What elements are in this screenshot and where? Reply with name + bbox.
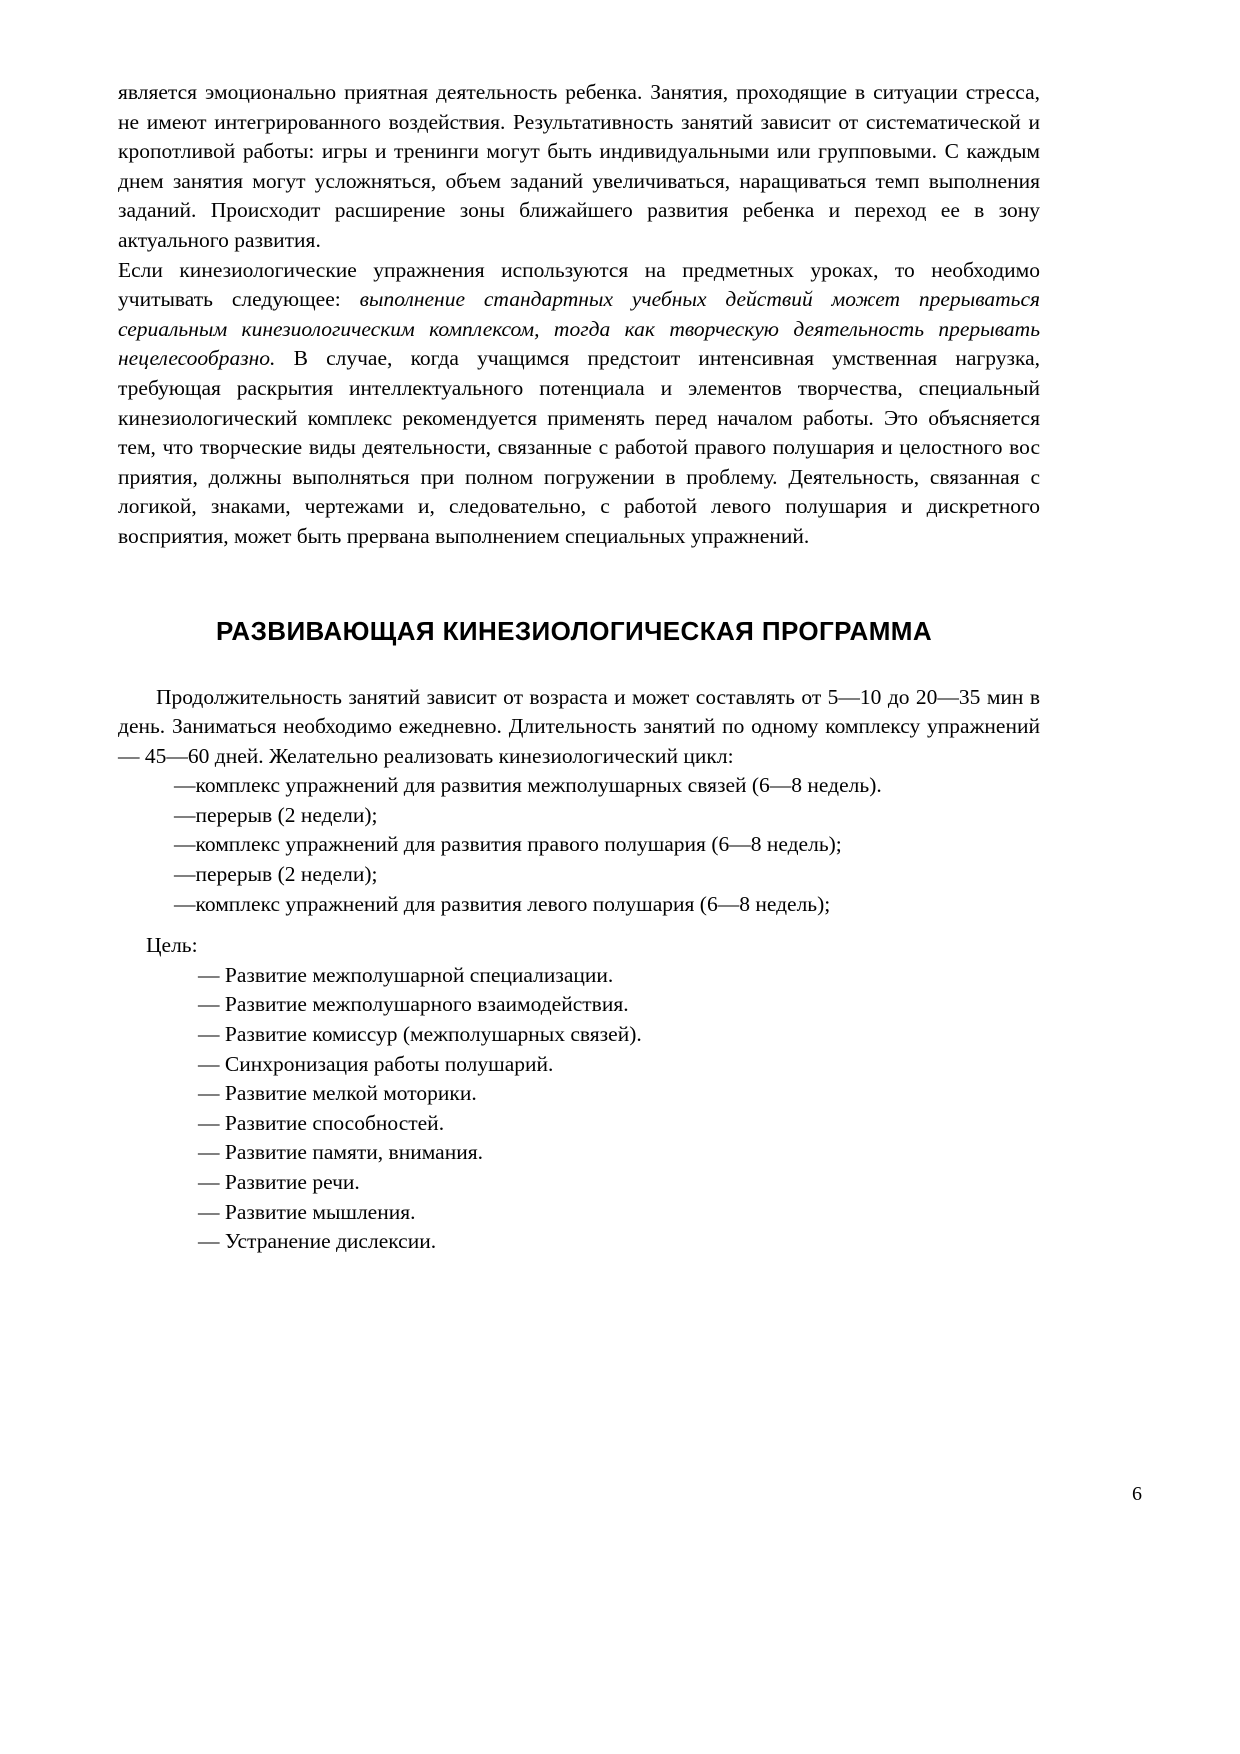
list-item: —комплекс упражнений для развития левого полушария (6—8 недель); [174, 891, 831, 916]
goal-label: Цель: [146, 933, 198, 958]
list-item: — Развитие памяти, внимания. [198, 1140, 483, 1165]
list-item: —комплекс упражнений для развития межполушарных связей (6—8 недель). [174, 773, 882, 798]
goals-list [118, 961, 1040, 1257]
page-number: 6 [1132, 1483, 1142, 1505]
cycle-list [118, 771, 1040, 919]
list-item: — Синхронизация работы полушарий. [198, 1051, 554, 1076]
list-item: — Развитие межполушарного взаимодействия. [198, 992, 629, 1017]
list-item: — Развитие мышления. [198, 1199, 416, 1224]
paragraph-lessons-emphasis: выполнение стандартных учебных действий может прерываться сериальным кинезиологическим комплексом, тогда как творческую деятельность прерывать нецелесообразно. [118, 287, 1040, 371]
list-item: — Развитие мелкой моторики. [198, 1081, 477, 1106]
list-item: —перерыв (2 недели); [174, 862, 378, 887]
list-item: —перерыв (2 недели); [174, 802, 378, 827]
list-item: — Устранение дислексии. [198, 1229, 437, 1254]
page-title: РАЗВИВАЮЩАЯ КИНЕЗИОЛОГИЧЕСКАЯ ПРОГРАММА [215, 615, 933, 646]
paragraph-lessons [118, 256, 1040, 552]
goal-top-spacer [118, 919, 1040, 931]
list-item: — Развитие комиссур (межполушарных связей). [198, 1022, 642, 1047]
heading-bottom-spacer [118, 647, 1040, 683]
list-item: —комплекс упражнений для развития правого полушария (6—8 недель); [174, 832, 842, 857]
list-item: — Развитие способностей. [198, 1110, 445, 1135]
list-item: — Развитие межполушарной специализации. [198, 962, 614, 987]
paragraph-lessons-lead: Если кинезиологические упражнения используются на предметных уроках, то необходимо учитывать следующее: [118, 257, 1040, 312]
heading-top-spacer [118, 552, 1040, 616]
page-content [118, 78, 1040, 1257]
paragraph-program-intro: Продолжительность занятий зависит от возраста и может составлять от 5—10 до 20—35 мин в день. Заниматься необходимо ежедневно. Длительность занятий по одному комплексу упражнений — 45—60 дней. Желательно реализовать кинезиологический цикл: [118, 684, 1040, 768]
paragraph-lessons-tail: В случае, когда учащимся предстоит интенсивная умственная нагрузка, требующая раскрытия интеллектуального потенциала и элементов творчества, специальный кинезиологический комплекс рекомендуется применять перед началом работы. Это объясняется тем, что творческие виды деятельности, связанные с работой правого полушария и целостного вос приятия, должны выполняться при полном погружении в проблему. Деятельность, связанная с логикой, знаками, чертежами и, следовательно, с работой левого полушария и дискретного восприятия, может быть прервана выполнением специальных упражнений. [118, 346, 1040, 548]
list-item: — Развитие речи. [198, 1170, 360, 1194]
paragraph-intro: является эмоционально приятная деятельность ребенка. Занятия, проходящие в ситуации стресса, не имеют интегрированного воздействия. Результативность занятий зависит от систематической и кропотливой работы: игры и тренинги могут быть индивидуальными или групповыми. С каждым днем занятия могут усложняться, объем заданий увеличиваться, наращиваться темп выполнения заданий. Происходит расширение зоны ближайшего развития ребенка и переход ее в зону актуального развития. [118, 80, 1040, 252]
